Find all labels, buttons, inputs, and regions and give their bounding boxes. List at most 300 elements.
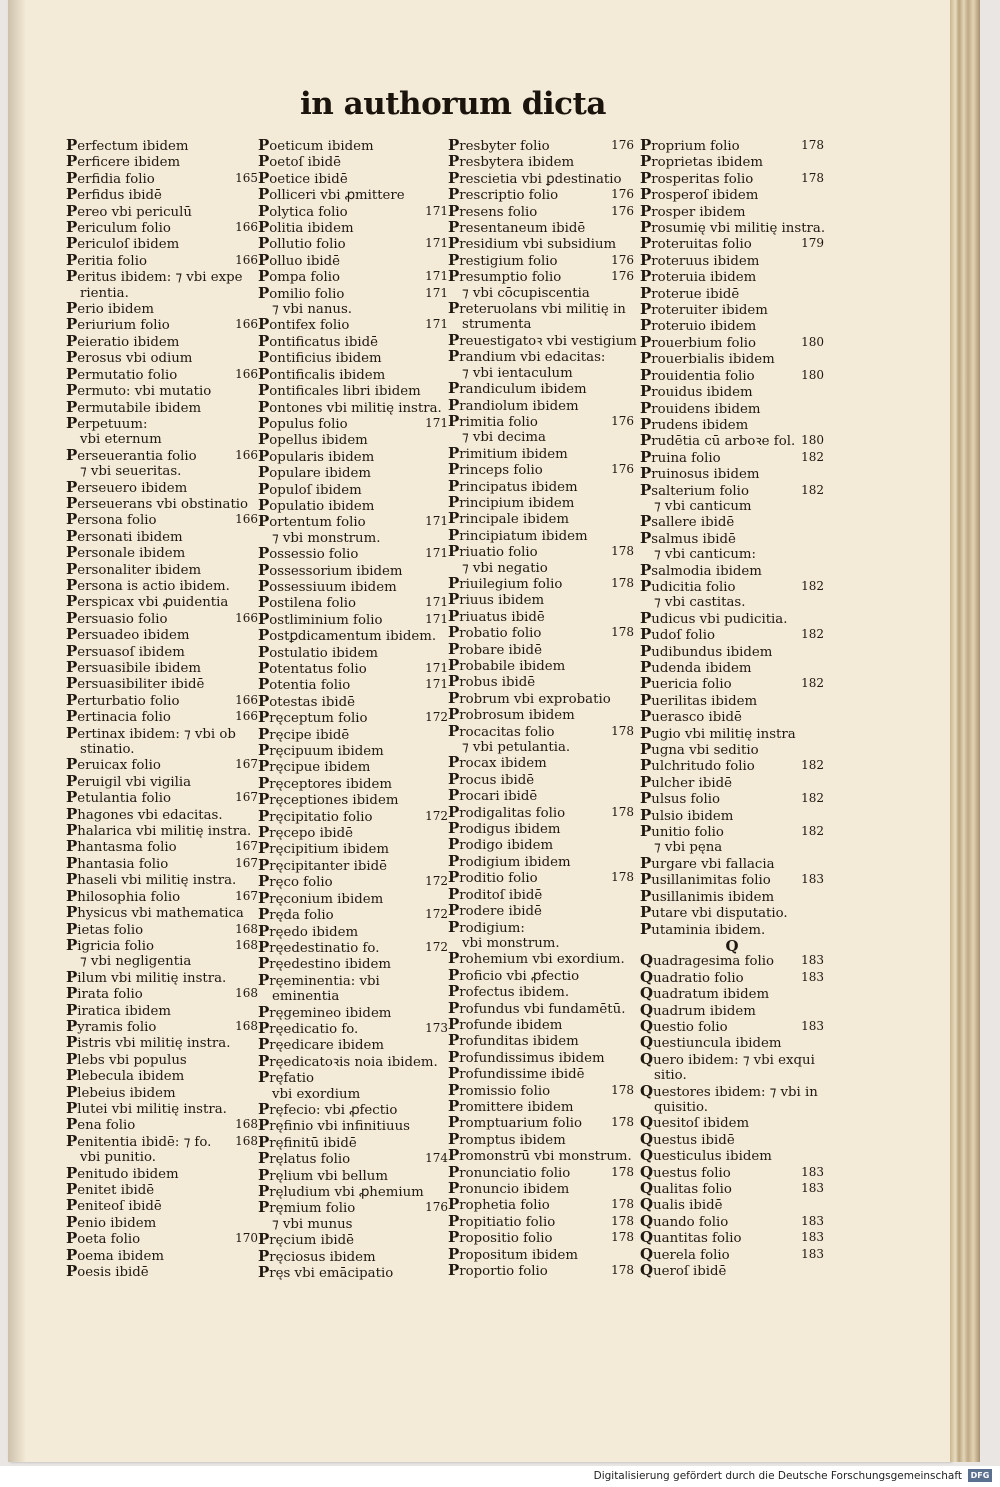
folio-number: 166 [235,252,258,267]
entry-term: Pugna vbi seditio [640,740,759,759]
index-entry-continuation [66,286,258,301]
entry-term: Presumptio folio [448,267,562,286]
folio-number: 171 [425,203,448,218]
index-entry [66,790,258,806]
index-entry-continuation [640,1100,824,1115]
index-entry [66,1163,258,1182]
folio-number: 171 [425,546,448,561]
folio-number: 166 [235,317,258,332]
entry-term: Peruicax folio [66,755,161,774]
entry-term: Phantasma folio [66,837,177,856]
entry-term: Pudicus vbi pudicitia. [640,608,788,627]
entry-term: Prodigium: [448,917,525,936]
index-entry [640,824,824,840]
index-entry-continuation [640,1068,824,1083]
index-entry [66,364,258,383]
entry-term: Potentatus folio [258,659,367,677]
index-entry [640,560,824,579]
entry-term: Putaminia ibidem. [640,919,766,938]
entry-term: Prescriptio folio [448,185,559,204]
entry-term: Pertinax ibidem: ⁊ vbi ob [66,723,236,742]
entry-term: Procari ibidē [448,786,538,805]
entry-term: Perturbatio folio [66,690,180,709]
entry-term: Pontificales libri ibidem [258,381,421,400]
folio-number: 182 [801,627,824,642]
index-entry [258,364,448,383]
index-entry [66,201,258,220]
index-entry [66,823,258,839]
entry-term: Psallere ibidē [640,512,735,531]
entry-term: Priuatus ibidē [448,606,545,625]
index-entry [258,855,448,874]
index-entry [258,514,448,530]
entry-term: Prophetia folio [448,1195,550,1214]
entry-term: Psalmodia ibidem [640,560,762,579]
index-entry [258,595,448,611]
index-entry [448,250,634,269]
index-entry [66,545,258,561]
index-entry [258,888,448,907]
entry-term: Pudicitia folio [640,576,736,595]
folio-number: 178 [611,723,634,738]
index-entry [448,688,634,707]
entry-term: Presentaneum ibidē [448,218,586,237]
index-entry [448,411,634,430]
entry-term: Persuadeo ibidem [66,625,190,644]
folio-number: 172 [425,710,448,725]
index-entry [448,492,634,511]
entry-term: Potentia folio [258,675,351,694]
entry-term: Principale ibidem [448,509,569,528]
entry-term: Pulcher ibidē [640,772,732,791]
index-entry [66,919,258,938]
index-entry [640,1000,824,1019]
entry-term: Phaseli vbi militię instra. [66,870,237,889]
entry-term: Pusillanimis ibidem [640,886,775,905]
entry-term: Popularis ibidem [258,446,375,465]
entry-term: Periculum folio [66,218,171,237]
index-entry [66,269,258,285]
index-entry [258,413,448,432]
index-entry [66,1264,258,1280]
index-entry [640,154,824,170]
entry-term: Prouidens ibidem [640,398,761,417]
index-entry [640,302,824,318]
entry-term: Pulsio ibidem [640,805,734,824]
index-entry [258,661,448,677]
entry-term: Perspicax vbi ꝓuidentia [66,592,229,611]
entry-term: Postꝑdicamentum ibidem. [258,626,437,645]
index-entry [258,1037,448,1053]
index-entry [66,886,258,905]
index-entry [258,383,448,399]
entry-term: Postliminium folio [258,609,383,628]
entry-term: Pontificalis ibidem [258,364,386,383]
entry-term: Prudens ibidem [640,414,749,433]
entry-term: Principiatum ibidem [448,525,588,544]
entry-term: Proficio vbi ꝓfectio [448,965,580,984]
entry-term: Perficere ibidem [66,152,181,171]
index-entry [448,525,634,544]
entry-term: Qualitas folio [640,1178,732,1197]
index-entry [640,398,824,417]
index-entry-continuation [640,499,824,514]
folio-number: 171 [425,611,448,626]
index-entry [258,710,448,726]
folio-number: 178 [611,1082,634,1097]
entry-term: ⁊ vbi seueritas. [80,464,182,480]
entry-term: Profectus ibidem. [448,982,570,1001]
index-entry [640,953,824,969]
index-entry [640,332,824,351]
entry-term: Populatio ibidem [258,495,375,514]
entry-term: Pudibundus ibidem [640,641,773,660]
index-entry [448,1181,634,1197]
index-entry [66,771,258,790]
entry-term: Postulatio ibidem [258,642,379,661]
folio-number: 178 [611,544,634,559]
index-entry [448,625,634,641]
entry-term: strumenta [462,317,532,333]
index-entry [258,1070,448,1086]
entry-term: Persuasoſ ibidem [66,641,185,660]
entry-term: Pertinacia folio [66,707,171,726]
entry-term: Plebecula ibidem [66,1066,185,1085]
index-entry [448,721,634,740]
entry-term: Pena folio [66,1115,136,1134]
index-entry [448,658,634,674]
entry-term: Pistris vbi militię instra. [66,1033,231,1052]
entry-term: Puerilitas ibidem [640,690,758,709]
index-entry [258,560,448,579]
index-entry [640,1244,824,1263]
index-entry [640,318,824,334]
index-entry [258,187,448,203]
entry-term: Prodigo ibidem [448,835,554,854]
spine-shadow [8,0,26,1462]
entry-term: Pręeminentia: vbi [258,970,380,989]
entry-term: Pręfecio: vbi ꝓfectio [258,1099,398,1118]
entry-term: Quadratum ibidem [640,984,770,1003]
index-column-4 [640,138,824,1279]
entry-term: Petulantia folio [66,788,171,807]
entry-term: Pręludium vbi ꝓhemium [258,1182,424,1200]
entry-term: Postilena folio [258,593,356,612]
entry-term: Pręco folio [258,872,333,891]
entry-term: Populus folio [258,413,348,432]
index-entry [640,236,824,252]
index-entry [640,138,824,154]
index-entry [66,1098,258,1117]
index-entry [640,1162,824,1181]
entry-term: Prandiolum ibidem [448,395,579,414]
index-entry-continuation [66,1150,258,1165]
index-entry [258,317,448,333]
entry-term: Pręcipue ibidem [258,757,371,776]
entry-term: eminentia [272,989,340,1005]
index-entry [258,495,448,514]
index-entry [66,627,258,643]
entry-term: Possessio folio [258,544,359,563]
entry-term: Quadratio folio [640,967,744,986]
index-entry [640,514,824,530]
index-entry [66,641,258,660]
index-column-3 [448,136,637,1280]
index-entry [640,1148,824,1164]
entry-term: Penitet ibidē [66,1180,155,1198]
entry-term: Personati ibidem [66,526,183,545]
index-entry [448,236,634,252]
entry-term: Pręedestino ibidem [258,954,391,973]
index-entry [66,445,258,464]
entry-term: Promptus ibidem [448,1129,566,1148]
entry-term: Prouerbialis ibidem [640,349,775,368]
entry-term: Pontificatus ibidē [258,331,379,350]
index-entry [66,660,258,676]
entry-term: Prandium vbi edacitas: [448,347,606,366]
folio-number: 167 [235,839,258,854]
index-entry [258,841,448,857]
index-entry [66,1082,258,1101]
index-entry-continuation [448,430,634,445]
index-entry [448,606,634,625]
entry-term: Propitiatio folio [448,1211,556,1230]
entry-term: Primitia folio [448,411,538,430]
entry-term: vbi punitio. [80,1150,156,1166]
index-entry [640,1115,824,1131]
folio-number: 168 [235,921,258,936]
index-entry [66,1182,258,1198]
index-entry [640,528,824,547]
entry-term: Profundissimus ibidem [448,1047,605,1066]
folio-number: 182 [801,578,824,593]
entry-term: Perosus vbi odium [66,348,193,367]
folio-number: 170 [235,1231,258,1246]
index-entry [258,479,448,498]
entry-term: ⁊ vbi cōcupiscentia [462,285,590,301]
folio-number: 180 [801,433,824,448]
entry-term: Pereo vbi periculū [66,201,192,220]
folio-number: 183 [801,1230,824,1245]
dfg-logo-icon: DFG [968,1469,992,1482]
index-entry [640,772,824,791]
entry-term: Possessiuum ibidem [258,576,397,595]
index-entry [448,837,634,853]
index-entry [258,1200,448,1216]
index-entry-continuation [448,740,634,755]
index-entry [66,1212,258,1231]
index-entry [448,349,634,365]
page-fore-edge [950,0,980,1462]
folio-number: 183 [801,1180,824,1195]
entry-term: Probus ibidē [448,672,536,691]
entry-term: Prudētia cū arboꝛe fol. [640,431,796,450]
entry-term: Pręfinio vbi infinitiuus [258,1116,410,1135]
index-entry [448,788,634,804]
entry-term: Pręceptiones ibidem [258,790,399,809]
entry-term: Purgare vbi fallacia [640,853,775,872]
index-entry [448,1230,634,1246]
index-entry [448,443,634,462]
index-entry [258,1265,448,1281]
index-entry [640,1035,824,1051]
index-entry [640,1230,824,1246]
entry-term: Peieratio ibidem [66,331,180,350]
folio-number: 176 [611,187,634,202]
index-entry [448,821,634,837]
entry-term: Persuasibile ibidem [66,658,202,676]
index-entry [640,1129,824,1148]
entry-term: Peritus ibidem: ⁊ vbi expe [66,267,243,286]
folio-number: 176 [611,138,634,152]
index-entry [640,886,824,905]
folio-number: 171 [425,661,448,675]
folio-number: 167 [235,855,258,870]
folio-number: 176 [611,203,634,218]
index-entry-continuation [258,1087,448,1102]
entry-term: Pirata folio [66,984,143,1003]
entry-term: ⁊ vbi negatio [462,560,548,576]
folio-number: 182 [801,758,824,773]
entry-term: Perfectum ibidem [66,136,189,154]
folio-number: 166 [235,447,258,462]
index-entry [448,851,634,870]
entry-term: ⁊ vbi canticum [654,498,752,514]
entry-term: Permuto: vbi mutatio [66,381,212,400]
digitization-credit: Digitalisierung gefördert durch die Deutsche Forschungsgemeinschaft [593,1470,962,1482]
index-entry [66,723,258,742]
entry-term: Pontones vbi militię instra. [258,397,442,416]
entry-term: Proprietas ibidem [640,152,763,171]
entry-term: Punitio folio [640,822,724,841]
entry-term: Poetoſ ibidē [258,152,342,171]
index-entry [448,511,634,527]
entry-term: Pruinosus ibidem [640,464,760,483]
index-entry [258,432,448,448]
index-entry [640,1081,824,1100]
index-entry [258,1051,448,1070]
index-entry [258,773,448,792]
entry-term: Penitudo ibidem [66,1163,179,1182]
entry-term: Perseuero ibidem [66,477,188,496]
entry-term: Probrum vbi exprobatio [448,688,611,707]
index-entry [448,154,634,170]
index-entry [640,187,824,203]
index-entry [66,1198,258,1214]
entry-term: Quesitoſ ibidem [640,1113,750,1132]
entry-term: Pręmium folio [258,1198,356,1217]
folio-number: 179 [801,236,824,251]
entry-term: Prodigalitas folio [448,802,566,821]
index-entry [448,639,634,658]
index-entry [640,576,824,595]
entry-term: Putare vbi disputatio. [640,903,788,922]
entry-term: Prestigium folio [448,250,558,269]
entry-term: Proditio folio [448,868,538,887]
index-entry [66,477,258,496]
index-entry [448,1115,634,1131]
entry-term: Priuilegium folio [448,573,563,592]
index-entry-continuation [258,302,448,317]
entry-term: Pręedestinatio fo. [258,937,380,956]
index-entry [66,317,258,333]
index-entry-continuation [448,561,634,576]
folio-number: 178 [611,1213,634,1228]
index-entry [640,351,824,367]
index-entry [640,201,824,220]
index-entry [640,250,824,269]
entry-term: Polytica folio [258,201,348,220]
index-entry [448,1197,634,1213]
index-entry [640,627,824,643]
index-entry [640,447,824,466]
folio-number: 178 [801,170,824,185]
index-entry [448,870,634,886]
folio-number: 182 [801,791,824,806]
folio-number: 172 [425,907,448,922]
index-entry [640,919,824,938]
entry-term: Populare ibidem [258,463,372,482]
entry-term: Pręcium ibidē [258,1230,355,1249]
index-entry [258,1151,448,1167]
entry-term: Plutei vbi militię instra. [66,1098,227,1117]
folio-number: 168 [235,1018,258,1033]
index-entry [66,905,258,921]
index-entry [640,608,824,627]
index-entry [66,526,258,545]
entry-term: Pręcipitium ibidem [258,839,389,858]
entry-term: Pręcipe ibidē [258,724,350,743]
entry-term: Quadragesima folio [640,951,775,970]
entry-term: Pręcipitanter ibidē [258,855,387,874]
index-entry [258,609,448,628]
entry-term: Pronunciatio folio [448,1162,571,1181]
index-entry [640,433,824,449]
index-entry [640,1211,824,1230]
folio-number: 167 [235,757,258,772]
index-entry [448,201,634,220]
entry-term: Permutabile ibidem [66,397,202,416]
index-entry-continuation [640,840,824,855]
index-entry [66,757,258,773]
index-entry [448,769,634,788]
index-entry-continuation [640,595,824,610]
entry-term: Pręconium ibidem [258,888,384,907]
entry-term: Questio folio [640,1016,728,1035]
entry-term: sitio. [654,1068,687,1084]
index-entry [448,138,634,154]
folio-number: 168 [235,937,258,952]
folio-number: 166 [235,692,258,707]
index-entry [448,802,634,821]
folio-number: 176 [611,413,634,428]
index-entry [448,1263,634,1279]
index-entry [640,466,824,482]
entry-term: Questus folio [640,1162,731,1181]
folio-number: 178 [611,1263,634,1278]
index-entry [640,641,824,660]
index-entry [258,465,448,481]
entry-term: Pusillanimitas folio [640,870,771,889]
index-entry [66,872,258,888]
index-entry [640,480,824,499]
entry-term: Prodigus ibidem [448,819,561,838]
entry-term: Qualis ibidē [640,1195,723,1214]
index-entry [66,559,258,578]
index-entry [258,743,448,759]
index-entry [66,1245,258,1264]
entry-term: Prodere ibidē [448,901,542,920]
